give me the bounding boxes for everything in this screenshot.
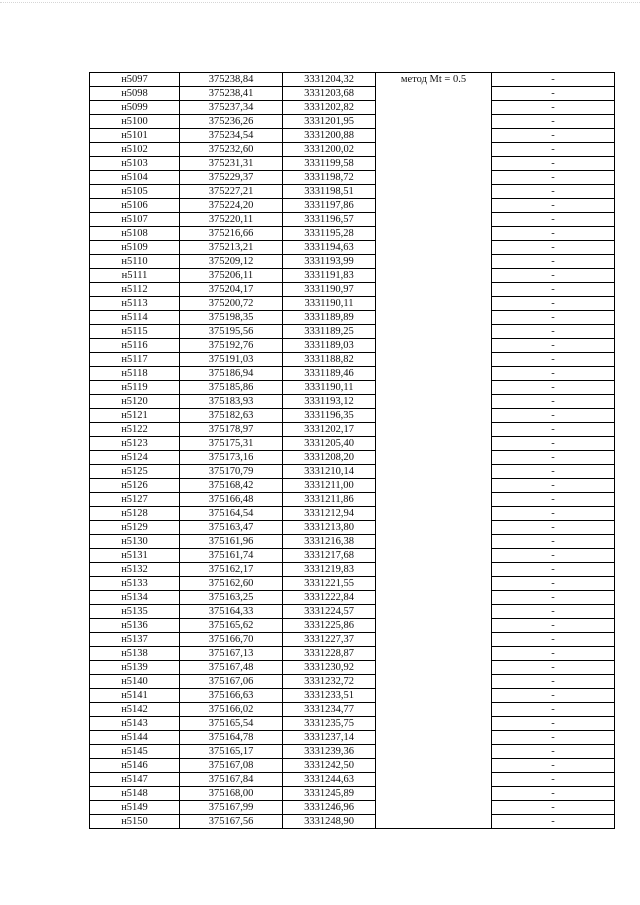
value-cell: -: [492, 731, 615, 745]
y-coordinate-cell: 3331211,86: [283, 493, 376, 507]
table-row: [90, 423, 615, 437]
table-row: [90, 143, 615, 157]
y-coordinate-cell: 3331204,32: [283, 73, 376, 87]
value-cell: -: [492, 185, 615, 199]
x-coordinate-cell: 375173,16: [180, 451, 283, 465]
value-cell: -: [492, 605, 615, 619]
table-row: [90, 199, 615, 213]
y-coordinate-cell: 3331210,14: [283, 465, 376, 479]
point-name-cell: н5111: [90, 269, 180, 283]
y-coordinate-cell: 3331202,17: [283, 423, 376, 437]
value-cell: -: [492, 591, 615, 605]
y-coordinate-cell: 3331200,02: [283, 143, 376, 157]
y-coordinate-cell: 3331242,50: [283, 759, 376, 773]
table-row: [90, 591, 615, 605]
point-name-cell: н5146: [90, 759, 180, 773]
y-coordinate-cell: 3331190,11: [283, 381, 376, 395]
point-name-cell: н5126: [90, 479, 180, 493]
table-row: [90, 647, 615, 661]
x-coordinate-cell: 375167,08: [180, 759, 283, 773]
table-row: [90, 717, 615, 731]
y-coordinate-cell: 3331198,72: [283, 171, 376, 185]
point-name-cell: н5127: [90, 493, 180, 507]
value-cell: -: [492, 101, 615, 115]
value-cell: -: [492, 297, 615, 311]
y-coordinate-cell: 3331234,77: [283, 703, 376, 717]
table-row: [90, 493, 615, 507]
value-cell: -: [492, 633, 615, 647]
y-coordinate-cell: 3331203,68: [283, 87, 376, 101]
table-row: [90, 689, 615, 703]
x-coordinate-cell: 375238,41: [180, 87, 283, 101]
y-coordinate-cell: 3331196,35: [283, 409, 376, 423]
value-cell: -: [492, 213, 615, 227]
point-name-cell: н5110: [90, 255, 180, 269]
point-name-cell: н5121: [90, 409, 180, 423]
x-coordinate-cell: 375167,48: [180, 661, 283, 675]
table-row: [90, 507, 615, 521]
x-coordinate-cell: 375166,63: [180, 689, 283, 703]
value-cell: -: [492, 367, 615, 381]
table-row: [90, 73, 615, 87]
table-row: [90, 549, 615, 563]
value-cell: -: [492, 395, 615, 409]
point-name-cell: н5147: [90, 773, 180, 787]
point-name-cell: н5113: [90, 297, 180, 311]
point-name-cell: н5099: [90, 101, 180, 115]
x-coordinate-cell: 375191,03: [180, 353, 283, 367]
table-row: [90, 451, 615, 465]
point-name-cell: н5102: [90, 143, 180, 157]
table-row: [90, 269, 615, 283]
value-cell: -: [492, 73, 615, 87]
value-cell: -: [492, 521, 615, 535]
point-name-cell: н5120: [90, 395, 180, 409]
table-row: [90, 185, 615, 199]
table-row: [90, 367, 615, 381]
value-cell: -: [492, 283, 615, 297]
y-coordinate-cell: 3331216,38: [283, 535, 376, 549]
x-coordinate-cell: 375167,84: [180, 773, 283, 787]
value-cell: -: [492, 647, 615, 661]
value-cell: -: [492, 129, 615, 143]
x-coordinate-cell: 375167,56: [180, 815, 283, 829]
x-coordinate-cell: 375165,62: [180, 619, 283, 633]
x-coordinate-cell: 375232,60: [180, 143, 283, 157]
value-cell: -: [492, 241, 615, 255]
y-coordinate-cell: 3331211,00: [283, 479, 376, 493]
table-row: [90, 213, 615, 227]
x-coordinate-cell: 375166,02: [180, 703, 283, 717]
value-cell: -: [492, 549, 615, 563]
point-name-cell: н5098: [90, 87, 180, 101]
value-cell: -: [492, 353, 615, 367]
table-row: [90, 745, 615, 759]
point-name-cell: н5128: [90, 507, 180, 521]
x-coordinate-cell: 375164,54: [180, 507, 283, 521]
point-name-cell: н5136: [90, 619, 180, 633]
value-cell: -: [492, 493, 615, 507]
value-cell: -: [492, 199, 615, 213]
y-coordinate-cell: 3331246,96: [283, 801, 376, 815]
x-coordinate-cell: 375183,93: [180, 395, 283, 409]
y-coordinate-cell: 3331191,83: [283, 269, 376, 283]
x-coordinate-cell: 375234,54: [180, 129, 283, 143]
point-name-cell: н5148: [90, 787, 180, 801]
x-coordinate-cell: 375200,72: [180, 297, 283, 311]
x-coordinate-cell: 375206,11: [180, 269, 283, 283]
x-coordinate-cell: 375227,21: [180, 185, 283, 199]
value-cell: -: [492, 437, 615, 451]
y-coordinate-cell: 3331196,57: [283, 213, 376, 227]
value-cell: -: [492, 535, 615, 549]
y-coordinate-cell: 3331219,83: [283, 563, 376, 577]
value-cell: -: [492, 451, 615, 465]
point-name-cell: н5103: [90, 157, 180, 171]
table-row: [90, 297, 615, 311]
table-row: [90, 731, 615, 745]
x-coordinate-cell: 375195,56: [180, 325, 283, 339]
value-cell: -: [492, 255, 615, 269]
point-name-cell: н5133: [90, 577, 180, 591]
point-name-cell: н5112: [90, 283, 180, 297]
y-coordinate-cell: 3331222,84: [283, 591, 376, 605]
x-coordinate-cell: 375166,48: [180, 493, 283, 507]
table-row: [90, 87, 615, 101]
y-coordinate-cell: 3331221,55: [283, 577, 376, 591]
x-coordinate-cell: 375162,17: [180, 563, 283, 577]
point-name-cell: н5142: [90, 703, 180, 717]
x-coordinate-cell: 375170,79: [180, 465, 283, 479]
y-coordinate-cell: 3331230,92: [283, 661, 376, 675]
y-coordinate-cell: 3331197,86: [283, 199, 376, 213]
point-name-cell: н5149: [90, 801, 180, 815]
x-coordinate-cell: 375224,20: [180, 199, 283, 213]
point-name-cell: н5135: [90, 605, 180, 619]
table-row: [90, 759, 615, 773]
table-row: [90, 619, 615, 633]
table-row: [90, 661, 615, 675]
value-cell: -: [492, 563, 615, 577]
y-coordinate-cell: 3331235,75: [283, 717, 376, 731]
point-name-cell: н5140: [90, 675, 180, 689]
point-name-cell: н5108: [90, 227, 180, 241]
y-coordinate-cell: 3331213,80: [283, 521, 376, 535]
table-row: [90, 115, 615, 129]
x-coordinate-cell: 375192,76: [180, 339, 283, 353]
table-row: [90, 381, 615, 395]
y-coordinate-cell: 3331194,63: [283, 241, 376, 255]
y-coordinate-cell: 3331217,68: [283, 549, 376, 563]
table-row: [90, 787, 615, 801]
point-name-cell: н5139: [90, 661, 180, 675]
y-coordinate-cell: 3331199,58: [283, 157, 376, 171]
y-coordinate-cell: 3331193,12: [283, 395, 376, 409]
point-name-cell: н5137: [90, 633, 180, 647]
x-coordinate-cell: 375231,31: [180, 157, 283, 171]
point-name-cell: н5122: [90, 423, 180, 437]
y-coordinate-cell: 3331212,94: [283, 507, 376, 521]
x-coordinate-cell: 375213,21: [180, 241, 283, 255]
table-row: [90, 577, 615, 591]
table-row: [90, 437, 615, 451]
value-cell: -: [492, 577, 615, 591]
x-coordinate-cell: 375185,86: [180, 381, 283, 395]
x-coordinate-cell: 375209,12: [180, 255, 283, 269]
y-coordinate-cell: 3331190,11: [283, 297, 376, 311]
point-name-cell: н5117: [90, 353, 180, 367]
value-cell: -: [492, 717, 615, 731]
y-coordinate-cell: 3331189,25: [283, 325, 376, 339]
x-coordinate-cell: 375163,47: [180, 521, 283, 535]
x-coordinate-cell: 375229,37: [180, 171, 283, 185]
point-name-cell: н5101: [90, 129, 180, 143]
table-row: [90, 129, 615, 143]
x-coordinate-cell: 375164,33: [180, 605, 283, 619]
y-coordinate-cell: 3331190,97: [283, 283, 376, 297]
table-row: [90, 227, 615, 241]
x-coordinate-cell: 375167,99: [180, 801, 283, 815]
table-row: [90, 101, 615, 115]
table-row: [90, 339, 615, 353]
value-cell: -: [492, 815, 615, 829]
value-cell: -: [492, 703, 615, 717]
value-cell: -: [492, 479, 615, 493]
x-coordinate-cell: 375175,31: [180, 437, 283, 451]
value-cell: -: [492, 773, 615, 787]
point-name-cell: н5107: [90, 213, 180, 227]
table-row: [90, 353, 615, 367]
value-cell: -: [492, 423, 615, 437]
y-coordinate-cell: 3331189,46: [283, 367, 376, 381]
point-name-cell: н5125: [90, 465, 180, 479]
point-name-cell: н5141: [90, 689, 180, 703]
value-cell: -: [492, 619, 615, 633]
x-coordinate-cell: 375237,34: [180, 101, 283, 115]
table-row: [90, 241, 615, 255]
y-coordinate-cell: 3331248,90: [283, 815, 376, 829]
value-cell: -: [492, 381, 615, 395]
x-coordinate-cell: 375236,26: [180, 115, 283, 129]
x-coordinate-cell: 375216,66: [180, 227, 283, 241]
x-coordinate-cell: 375161,96: [180, 535, 283, 549]
value-cell: -: [492, 115, 615, 129]
x-coordinate-cell: 375166,70: [180, 633, 283, 647]
y-coordinate-cell: 3331188,82: [283, 353, 376, 367]
point-name-cell: н5104: [90, 171, 180, 185]
point-name-cell: н5100: [90, 115, 180, 129]
value-cell: -: [492, 801, 615, 815]
y-coordinate-cell: 3331198,51: [283, 185, 376, 199]
value-cell: -: [492, 689, 615, 703]
value-cell: -: [492, 143, 615, 157]
y-coordinate-cell: 3331245,89: [283, 787, 376, 801]
y-coordinate-cell: 3331239,36: [283, 745, 376, 759]
x-coordinate-cell: 375161,74: [180, 549, 283, 563]
point-name-cell: н5106: [90, 199, 180, 213]
table-row: [90, 171, 615, 185]
y-coordinate-cell: 3331233,51: [283, 689, 376, 703]
x-coordinate-cell: 375163,25: [180, 591, 283, 605]
x-coordinate-cell: 375168,00: [180, 787, 283, 801]
point-name-cell: н5118: [90, 367, 180, 381]
x-coordinate-cell: 375182,63: [180, 409, 283, 423]
table-row: [90, 465, 615, 479]
x-coordinate-cell: 375238,84: [180, 73, 283, 87]
y-coordinate-cell: 3331208,20: [283, 451, 376, 465]
value-cell: -: [492, 339, 615, 353]
value-cell: -: [492, 269, 615, 283]
point-name-cell: н5109: [90, 241, 180, 255]
point-name-cell: н5144: [90, 731, 180, 745]
point-name-cell: н5115: [90, 325, 180, 339]
value-cell: -: [492, 409, 615, 423]
x-coordinate-cell: 375165,17: [180, 745, 283, 759]
value-cell: -: [492, 745, 615, 759]
coordinates-table: [89, 72, 615, 829]
x-coordinate-cell: 375162,60: [180, 577, 283, 591]
table-row: [90, 311, 615, 325]
table-row: [90, 395, 615, 409]
y-coordinate-cell: 3331200,88: [283, 129, 376, 143]
scan-header-noise: [0, 2, 640, 13]
point-name-cell: н5123: [90, 437, 180, 451]
x-coordinate-cell: 375165,54: [180, 717, 283, 731]
method-cell: метод Mt = 0.5: [376, 73, 492, 829]
value-cell: -: [492, 325, 615, 339]
y-coordinate-cell: 3331228,87: [283, 647, 376, 661]
point-name-cell: н5131: [90, 549, 180, 563]
point-name-cell: н5119: [90, 381, 180, 395]
table-row: [90, 703, 615, 717]
x-coordinate-cell: 375178,97: [180, 423, 283, 437]
value-cell: -: [492, 465, 615, 479]
point-name-cell: н5138: [90, 647, 180, 661]
point-name-cell: н5105: [90, 185, 180, 199]
table-row: [90, 605, 615, 619]
x-coordinate-cell: 375186,94: [180, 367, 283, 381]
point-name-cell: н5124: [90, 451, 180, 465]
value-cell: -: [492, 759, 615, 773]
value-cell: -: [492, 227, 615, 241]
point-name-cell: н5132: [90, 563, 180, 577]
y-coordinate-cell: 3331201,95: [283, 115, 376, 129]
table-row: [90, 535, 615, 549]
x-coordinate-cell: 375167,06: [180, 675, 283, 689]
point-name-cell: н5134: [90, 591, 180, 605]
value-cell: -: [492, 507, 615, 521]
coordinates-table-body: [90, 73, 615, 829]
value-cell: -: [492, 311, 615, 325]
value-cell: -: [492, 787, 615, 801]
point-name-cell: н5143: [90, 717, 180, 731]
point-name-cell: н5130: [90, 535, 180, 549]
table-row: [90, 409, 615, 423]
table-row: [90, 157, 615, 171]
value-cell: -: [492, 87, 615, 101]
table-row: [90, 479, 615, 493]
x-coordinate-cell: 375164,78: [180, 731, 283, 745]
y-coordinate-cell: 3331195,28: [283, 227, 376, 241]
y-coordinate-cell: 3331193,99: [283, 255, 376, 269]
y-coordinate-cell: 3331205,40: [283, 437, 376, 451]
table-row: [90, 801, 615, 815]
table-row: [90, 633, 615, 647]
y-coordinate-cell: 3331237,14: [283, 731, 376, 745]
table-row: [90, 773, 615, 787]
y-coordinate-cell: 3331189,03: [283, 339, 376, 353]
value-cell: -: [492, 675, 615, 689]
y-coordinate-cell: 3331227,37: [283, 633, 376, 647]
table-row: [90, 255, 615, 269]
x-coordinate-cell: 375220,11: [180, 213, 283, 227]
point-name-cell: н5097: [90, 73, 180, 87]
value-cell: -: [492, 661, 615, 675]
table-row: [90, 675, 615, 689]
table-row: [90, 563, 615, 577]
point-name-cell: н5116: [90, 339, 180, 353]
point-name-cell: н5114: [90, 311, 180, 325]
value-cell: -: [492, 171, 615, 185]
table-row: [90, 815, 615, 829]
x-coordinate-cell: 375198,35: [180, 311, 283, 325]
x-coordinate-cell: 375168,42: [180, 479, 283, 493]
point-name-cell: н5145: [90, 745, 180, 759]
y-coordinate-cell: 3331202,82: [283, 101, 376, 115]
point-name-cell: н5150: [90, 815, 180, 829]
point-name-cell: н5129: [90, 521, 180, 535]
y-coordinate-cell: 3331224,57: [283, 605, 376, 619]
x-coordinate-cell: 375204,17: [180, 283, 283, 297]
y-coordinate-cell: 3331225,86: [283, 619, 376, 633]
y-coordinate-cell: 3331189,89: [283, 311, 376, 325]
x-coordinate-cell: 375167,13: [180, 647, 283, 661]
table-row: [90, 325, 615, 339]
y-coordinate-cell: 3331232,72: [283, 675, 376, 689]
y-coordinate-cell: 3331244,63: [283, 773, 376, 787]
value-cell: -: [492, 157, 615, 171]
table-row: [90, 283, 615, 297]
table-row: [90, 521, 615, 535]
